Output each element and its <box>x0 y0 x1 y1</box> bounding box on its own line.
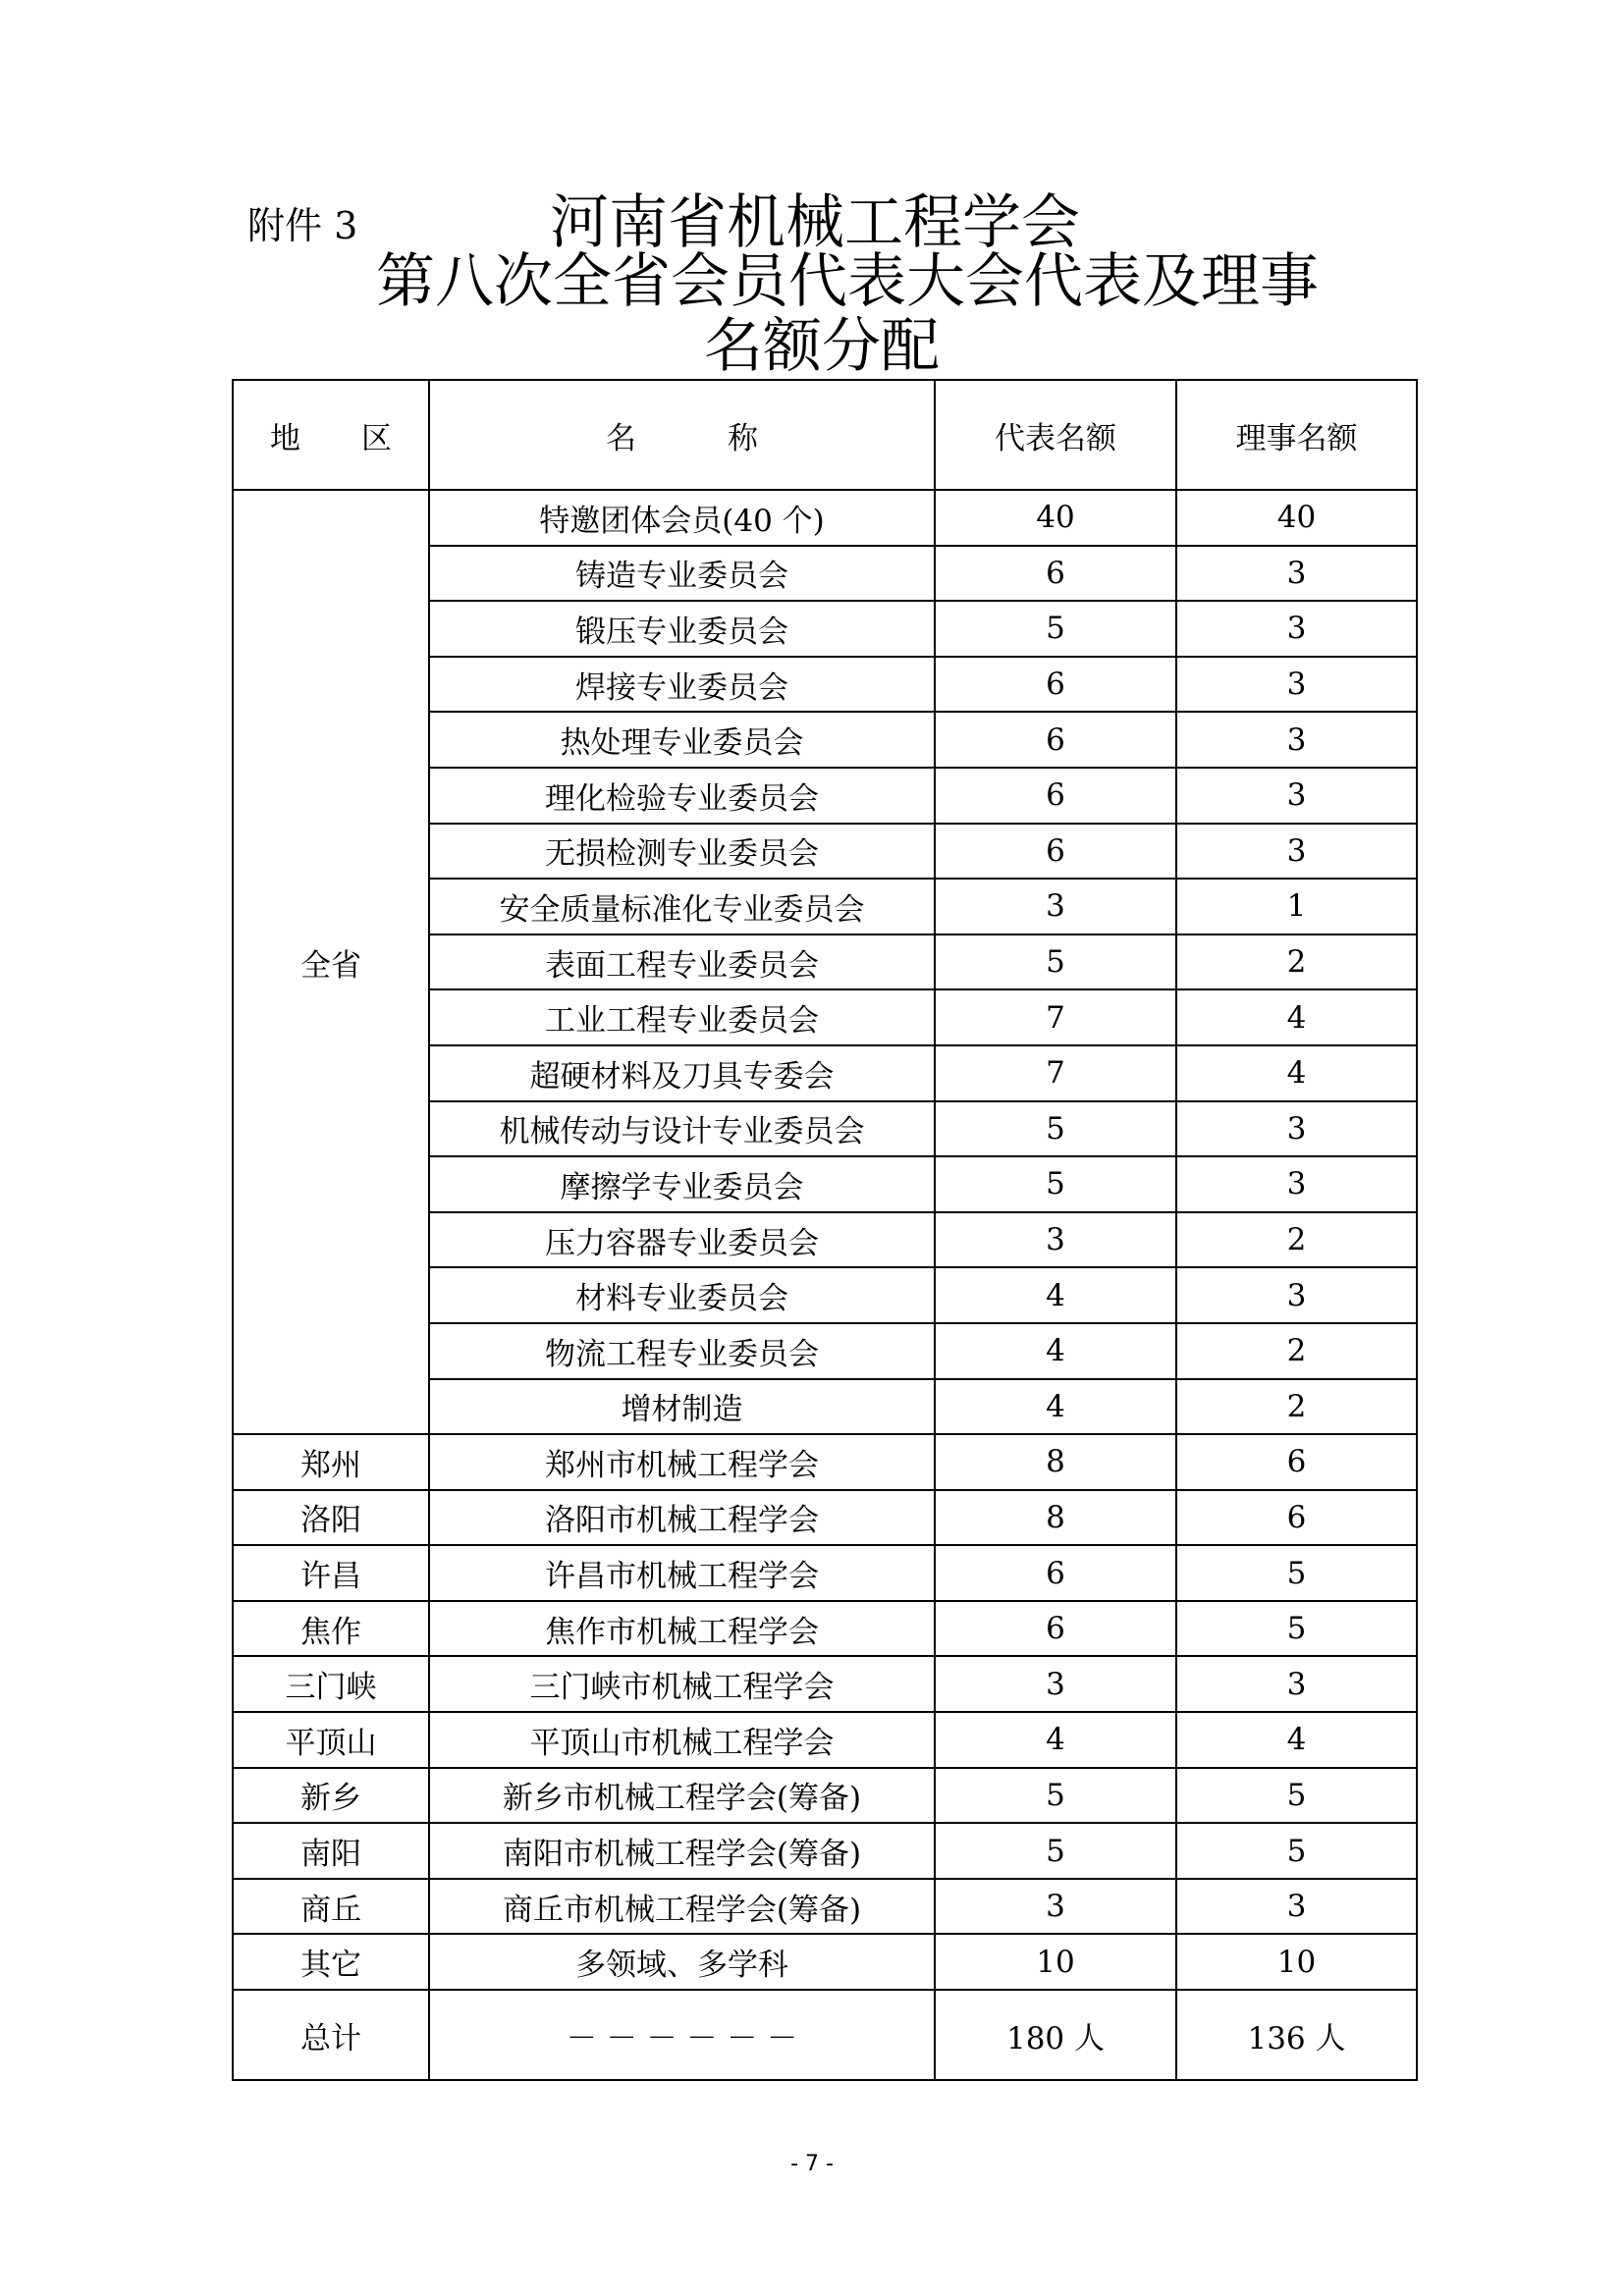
header-region: 地 区 <box>233 380 429 490</box>
total-dir-cell: 136 人 <box>1176 1990 1417 2080</box>
rep-cell: 3 <box>935 1212 1176 1268</box>
dir-cell: 3 <box>1176 824 1417 880</box>
table-row <box>233 1434 1417 1490</box>
rep-cell: 6 <box>935 1545 1176 1601</box>
header-dir: 理事名额 <box>1176 380 1417 490</box>
table-row <box>233 1879 1417 1935</box>
dir-cell: 5 <box>1176 1545 1417 1601</box>
table-row <box>233 1545 1417 1601</box>
region-cell: 洛阳 <box>233 1490 429 1546</box>
dir-cell: 2 <box>1176 934 1417 990</box>
dir-cell: 4 <box>1176 989 1417 1045</box>
table-row <box>233 1490 1417 1546</box>
name-cell: 无损检测专业委员会 <box>429 824 935 880</box>
region-cell: 新乡 <box>233 1768 429 1824</box>
dir-cell: 3 <box>1176 1156 1417 1212</box>
rep-cell: 3 <box>935 1879 1176 1935</box>
dir-cell: 4 <box>1176 1712 1417 1768</box>
title-line-2: 第八次全省会员代表大会代表及理事 <box>376 247 1319 316</box>
table-row <box>233 1934 1417 1990</box>
rep-cell: 6 <box>935 768 1176 824</box>
rep-cell: 7 <box>935 1045 1176 1101</box>
name-cell: 商丘市机械工程学会(筹备) <box>429 1879 935 1935</box>
dir-cell: 3 <box>1176 712 1417 768</box>
rep-cell: 3 <box>935 1656 1176 1712</box>
rep-cell: 5 <box>935 601 1176 657</box>
name-cell: 新乡市机械工程学会(筹备) <box>429 1768 935 1824</box>
dir-cell: 3 <box>1176 657 1417 713</box>
name-cell: 多领域、多学科 <box>429 1934 935 1990</box>
rep-cell: 40 <box>935 490 1176 546</box>
rep-cell: 5 <box>935 934 1176 990</box>
rep-cell: 6 <box>935 546 1176 602</box>
total-name-cell: － － － － － － <box>429 1990 935 2080</box>
rep-cell: 6 <box>935 824 1176 880</box>
table-header-row <box>233 380 1417 490</box>
rep-cell: 4 <box>935 1712 1176 1768</box>
dir-cell: 3 <box>1176 546 1417 602</box>
name-cell: 特邀团体会员(40 个) <box>429 490 935 546</box>
name-cell: 平顶山市机械工程学会 <box>429 1712 935 1768</box>
table-body <box>233 490 1417 2080</box>
name-cell: 三门峡市机械工程学会 <box>429 1656 935 1712</box>
rep-cell: 5 <box>935 1768 1176 1824</box>
name-cell: 锻压专业委员会 <box>429 601 935 657</box>
rep-cell: 6 <box>935 712 1176 768</box>
name-cell: 理化检验专业委员会 <box>429 768 935 824</box>
dir-cell: 3 <box>1176 1879 1417 1935</box>
rep-cell: 4 <box>935 1323 1176 1379</box>
dir-cell: 2 <box>1176 1379 1417 1435</box>
dir-cell: 10 <box>1176 1934 1417 1990</box>
name-cell: 材料专业委员会 <box>429 1267 935 1323</box>
total-row <box>233 1990 1417 2080</box>
quota-table <box>232 379 1418 2081</box>
rep-cell: 5 <box>935 1823 1176 1879</box>
attachment-label: 附件 3 <box>247 204 358 247</box>
dir-cell: 5 <box>1176 1601 1417 1657</box>
region-cell: 三门峡 <box>233 1656 429 1712</box>
dir-cell: 6 <box>1176 1434 1417 1490</box>
name-cell: 工业工程专业委员会 <box>429 989 935 1045</box>
dir-cell: 5 <box>1176 1768 1417 1824</box>
name-cell: 压力容器专业委员会 <box>429 1212 935 1268</box>
dir-cell: 1 <box>1176 879 1417 934</box>
name-cell: 超硬材料及刀具专委会 <box>429 1045 935 1101</box>
rep-cell: 5 <box>935 1156 1176 1212</box>
dir-cell: 3 <box>1176 1101 1417 1157</box>
rep-cell: 8 <box>935 1434 1176 1490</box>
region-cell: 焦作 <box>233 1601 429 1657</box>
name-cell: 增材制造 <box>429 1379 935 1435</box>
name-cell: 机械传动与设计专业委员会 <box>429 1101 935 1157</box>
table-row <box>233 1823 1417 1879</box>
table-row <box>233 1768 1417 1824</box>
rep-cell: 8 <box>935 1490 1176 1546</box>
table-row <box>233 1712 1417 1768</box>
dir-cell: 2 <box>1176 1212 1417 1268</box>
dir-cell: 3 <box>1176 1267 1417 1323</box>
name-cell: 摩擦学专业委员会 <box>429 1156 935 1212</box>
rep-cell: 7 <box>935 989 1176 1045</box>
name-cell: 铸造专业委员会 <box>429 546 935 602</box>
name-cell: 许昌市机械工程学会 <box>429 1545 935 1601</box>
region-cell: 南阳 <box>233 1823 429 1879</box>
dir-cell: 3 <box>1176 768 1417 824</box>
name-cell: 洛阳市机械工程学会 <box>429 1490 935 1546</box>
dir-cell: 40 <box>1176 490 1417 546</box>
table-row <box>233 1601 1417 1657</box>
name-cell: 焊接专业委员会 <box>429 657 935 713</box>
region-cell: 全省 <box>233 490 429 1434</box>
name-cell: 热处理专业委员会 <box>429 712 935 768</box>
region-cell: 其它 <box>233 1934 429 1990</box>
page-number: - 7 - <box>790 2152 834 2176</box>
rep-cell: 10 <box>935 1934 1176 1990</box>
rep-cell: 6 <box>935 657 1176 713</box>
header-name: 名 称 <box>429 380 935 490</box>
region-cell: 许昌 <box>233 1545 429 1601</box>
name-cell: 安全质量标准化专业委员会 <box>429 879 935 934</box>
dir-cell: 5 <box>1176 1823 1417 1879</box>
region-cell: 平顶山 <box>233 1712 429 1768</box>
name-cell: 表面工程专业委员会 <box>429 934 935 990</box>
region-cell: 郑州 <box>233 1434 429 1490</box>
table-row <box>233 490 1417 546</box>
name-cell: 物流工程专业委员会 <box>429 1323 935 1379</box>
name-cell: 南阳市机械工程学会(筹备) <box>429 1823 935 1879</box>
dir-cell: 3 <box>1176 1656 1417 1712</box>
region-cell: 商丘 <box>233 1879 429 1935</box>
dir-cell: 2 <box>1176 1323 1417 1379</box>
rep-cell: 5 <box>935 1101 1176 1157</box>
rep-cell: 6 <box>935 1601 1176 1657</box>
rep-cell: 4 <box>935 1379 1176 1435</box>
rep-cell: 3 <box>935 879 1176 934</box>
dir-cell: 4 <box>1176 1045 1417 1101</box>
rep-cell: 4 <box>935 1267 1176 1323</box>
name-cell: 焦作市机械工程学会 <box>429 1601 935 1657</box>
title-line-1: 河南省机械工程学会 <box>550 188 1080 257</box>
total-rep-cell: 180 人 <box>935 1990 1176 2080</box>
header-rep: 代表名额 <box>935 380 1176 490</box>
name-cell: 郑州市机械工程学会 <box>429 1434 935 1490</box>
dir-cell: 6 <box>1176 1490 1417 1546</box>
dir-cell: 3 <box>1176 601 1417 657</box>
title-line-3: 名额分配 <box>704 312 940 381</box>
table-row <box>233 1656 1417 1712</box>
total-region-cell: 总计 <box>233 1990 429 2080</box>
